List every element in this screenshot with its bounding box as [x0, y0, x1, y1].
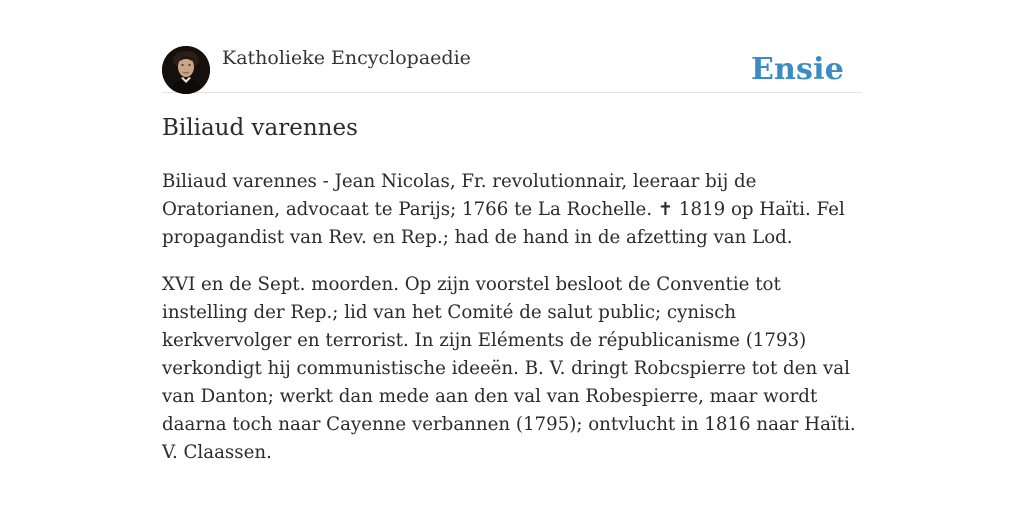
- page-header: [162, 46, 862, 93]
- ensie-logo[interactable]: Ensie: [750, 52, 844, 87]
- article-paragraph: XVI en de Sept. moorden. Op zijn voorstel besloot de Conventie tot instelling der Rep.; lid van het Comité de salut public; cynisch kerkvervolger en terrorist. In zijn Eléments de républicanisme (1793) verkondigt hij communistische ideeën. B. V. dringt Robcspierre tot den val van Danton; werkt dan mede aan den val van Robespierre, maar wordt daarna toch naar Cayenne verbannen (1795); ontvlucht in 1816 naar Haïti. V. Claassen.: [162, 274, 856, 463]
- article-paragraph: Biliaud varennes - Jean Nicolas, Fr. revolutionnair, leeraar bij de Oratorianen, advocaat te Parijs; 1766 te La Rochelle. ✝ 1819 op Haïti. Fel propagandist van Rev. en Rep.; had de hand in de afzetting van Lod.: [162, 171, 845, 248]
- source-encyclopedia-link[interactable]: Katholieke Encyclopaedie: [222, 47, 471, 69]
- article-title: Biliaud varennes: [162, 115, 358, 141]
- portrait-avatar-icon[interactable]: [162, 46, 210, 94]
- article-body: [162, 168, 862, 486]
